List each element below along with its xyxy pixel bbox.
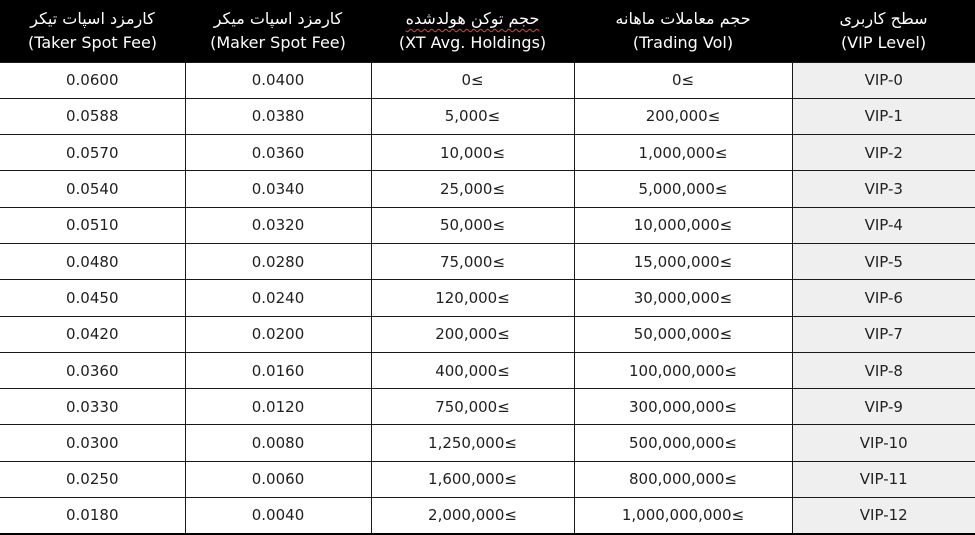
vip-level-cell: VIP-5 [792,243,975,279]
holdings-cell: 5,000≤ [371,98,574,134]
maker-fee-cell: 0.0040 [185,498,371,534]
vip-level-cell: VIP-1 [792,98,975,134]
header-vip-level-en: (VIP Level) [840,32,927,52]
trading-volume-cell: 500,000,000≤ [574,425,792,461]
table-header [0,0,975,62]
trading-volume-cell: 1,000,000,000≤ [574,498,792,534]
header-holdings-fa: حجم توکن هولدشده [405,8,540,28]
trading-volume-cell: 200,000≤ [574,98,792,134]
table-row [0,62,975,98]
holdings-cell: 0≤ [371,62,574,98]
taker-fee-cell: 0.0360 [0,352,185,388]
holdings-cell: 10,000≤ [371,135,574,171]
trading-volume-cell: 50,000,000≤ [574,316,792,352]
table-row [0,135,975,171]
table-body [0,62,975,534]
header-maker-fee [185,0,371,62]
taker-fee-cell: 0.0250 [0,461,185,497]
taker-fee-cell: 0.0450 [0,280,185,316]
maker-fee-cell: 0.0400 [185,62,371,98]
header-holdings-en: (XT Avg. Holdings) [398,32,547,52]
trading-volume-cell: 1,000,000≤ [574,135,792,171]
vip-level-cell: VIP-7 [792,316,975,352]
taker-fee-cell: 0.0480 [0,243,185,279]
holdings-cell: 200,000≤ [371,316,574,352]
trading-volume-cell: 15,000,000≤ [574,243,792,279]
header-row [0,0,975,62]
vip-level-cell: VIP-3 [792,171,975,207]
taker-fee-cell: 0.0570 [0,135,185,171]
holdings-cell: 50,000≤ [371,207,574,243]
maker-fee-cell: 0.0240 [185,280,371,316]
holdings-cell: 2,000,000≤ [371,498,574,534]
maker-fee-cell: 0.0320 [185,207,371,243]
table-row [0,352,975,388]
maker-fee-cell: 0.0160 [185,352,371,388]
taker-fee-cell: 0.0300 [0,425,185,461]
holdings-cell: 120,000≤ [371,280,574,316]
header-vip-level-fa: سطح کاربری [839,8,928,28]
header-maker-fee-en: (Maker Spot Fee) [210,32,346,52]
trading-volume-cell: 30,000,000≤ [574,280,792,316]
header-taker-fee-en: (Taker Spot Fee) [27,32,158,52]
trading-volume-cell: 5,000,000≤ [574,171,792,207]
vip-level-cell: VIP-9 [792,389,975,425]
maker-fee-cell: 0.0060 [185,461,371,497]
vip-level-cell: VIP-12 [792,498,975,534]
maker-fee-cell: 0.0340 [185,171,371,207]
taker-fee-cell: 0.0180 [0,498,185,534]
holdings-cell: 400,000≤ [371,352,574,388]
vip-level-cell: VIP-4 [792,207,975,243]
trading-volume-cell: 300,000,000≤ [574,389,792,425]
taker-fee-cell: 0.0510 [0,207,185,243]
taker-fee-cell: 0.0330 [0,389,185,425]
trading-volume-cell: 10,000,000≤ [574,207,792,243]
header-trading-volume [574,0,792,62]
vip-level-cell: VIP-11 [792,461,975,497]
table-row [0,425,975,461]
trading-volume-cell: 0≤ [574,62,792,98]
maker-fee-cell: 0.0120 [185,389,371,425]
table-row [0,316,975,352]
trading-volume-cell: 800,000,000≤ [574,461,792,497]
holdings-cell: 75,000≤ [371,243,574,279]
table-row [0,461,975,497]
header-maker-fee-fa: کارمزد اسپات میکر [213,8,343,28]
table-row [0,498,975,534]
holdings-cell: 25,000≤ [371,171,574,207]
taker-fee-cell: 0.0600 [0,62,185,98]
vip-level-cell: VIP-10 [792,425,975,461]
maker-fee-cell: 0.0280 [185,243,371,279]
header-taker-fee [0,0,185,62]
vip-level-cell: VIP-6 [792,280,975,316]
header-taker-fee-fa: کارمزد اسپات تیکر [30,8,155,28]
header-trading-volume-fa: حجم معاملات ماهانه [615,8,751,28]
table-row [0,243,975,279]
holdings-cell: 750,000≤ [371,389,574,425]
maker-fee-cell: 0.0380 [185,98,371,134]
holdings-cell: 1,250,000≤ [371,425,574,461]
maker-fee-cell: 0.0080 [185,425,371,461]
table-row [0,280,975,316]
taker-fee-cell: 0.0540 [0,171,185,207]
vip-level-cell: VIP-8 [792,352,975,388]
table-row [0,98,975,134]
table-row [0,171,975,207]
trading-volume-cell: 100,000,000≤ [574,352,792,388]
table-row [0,207,975,243]
holdings-cell: 1,600,000≤ [371,461,574,497]
taker-fee-cell: 0.0420 [0,316,185,352]
header-vip-level [792,0,975,62]
vip-level-cell: VIP-2 [792,135,975,171]
header-trading-volume-en: (Trading Vol) [632,32,734,52]
header-holdings [371,0,574,62]
table-row [0,389,975,425]
vip-level-cell: VIP-0 [792,62,975,98]
maker-fee-cell: 0.0360 [185,135,371,171]
taker-fee-cell: 0.0588 [0,98,185,134]
maker-fee-cell: 0.0200 [185,316,371,352]
